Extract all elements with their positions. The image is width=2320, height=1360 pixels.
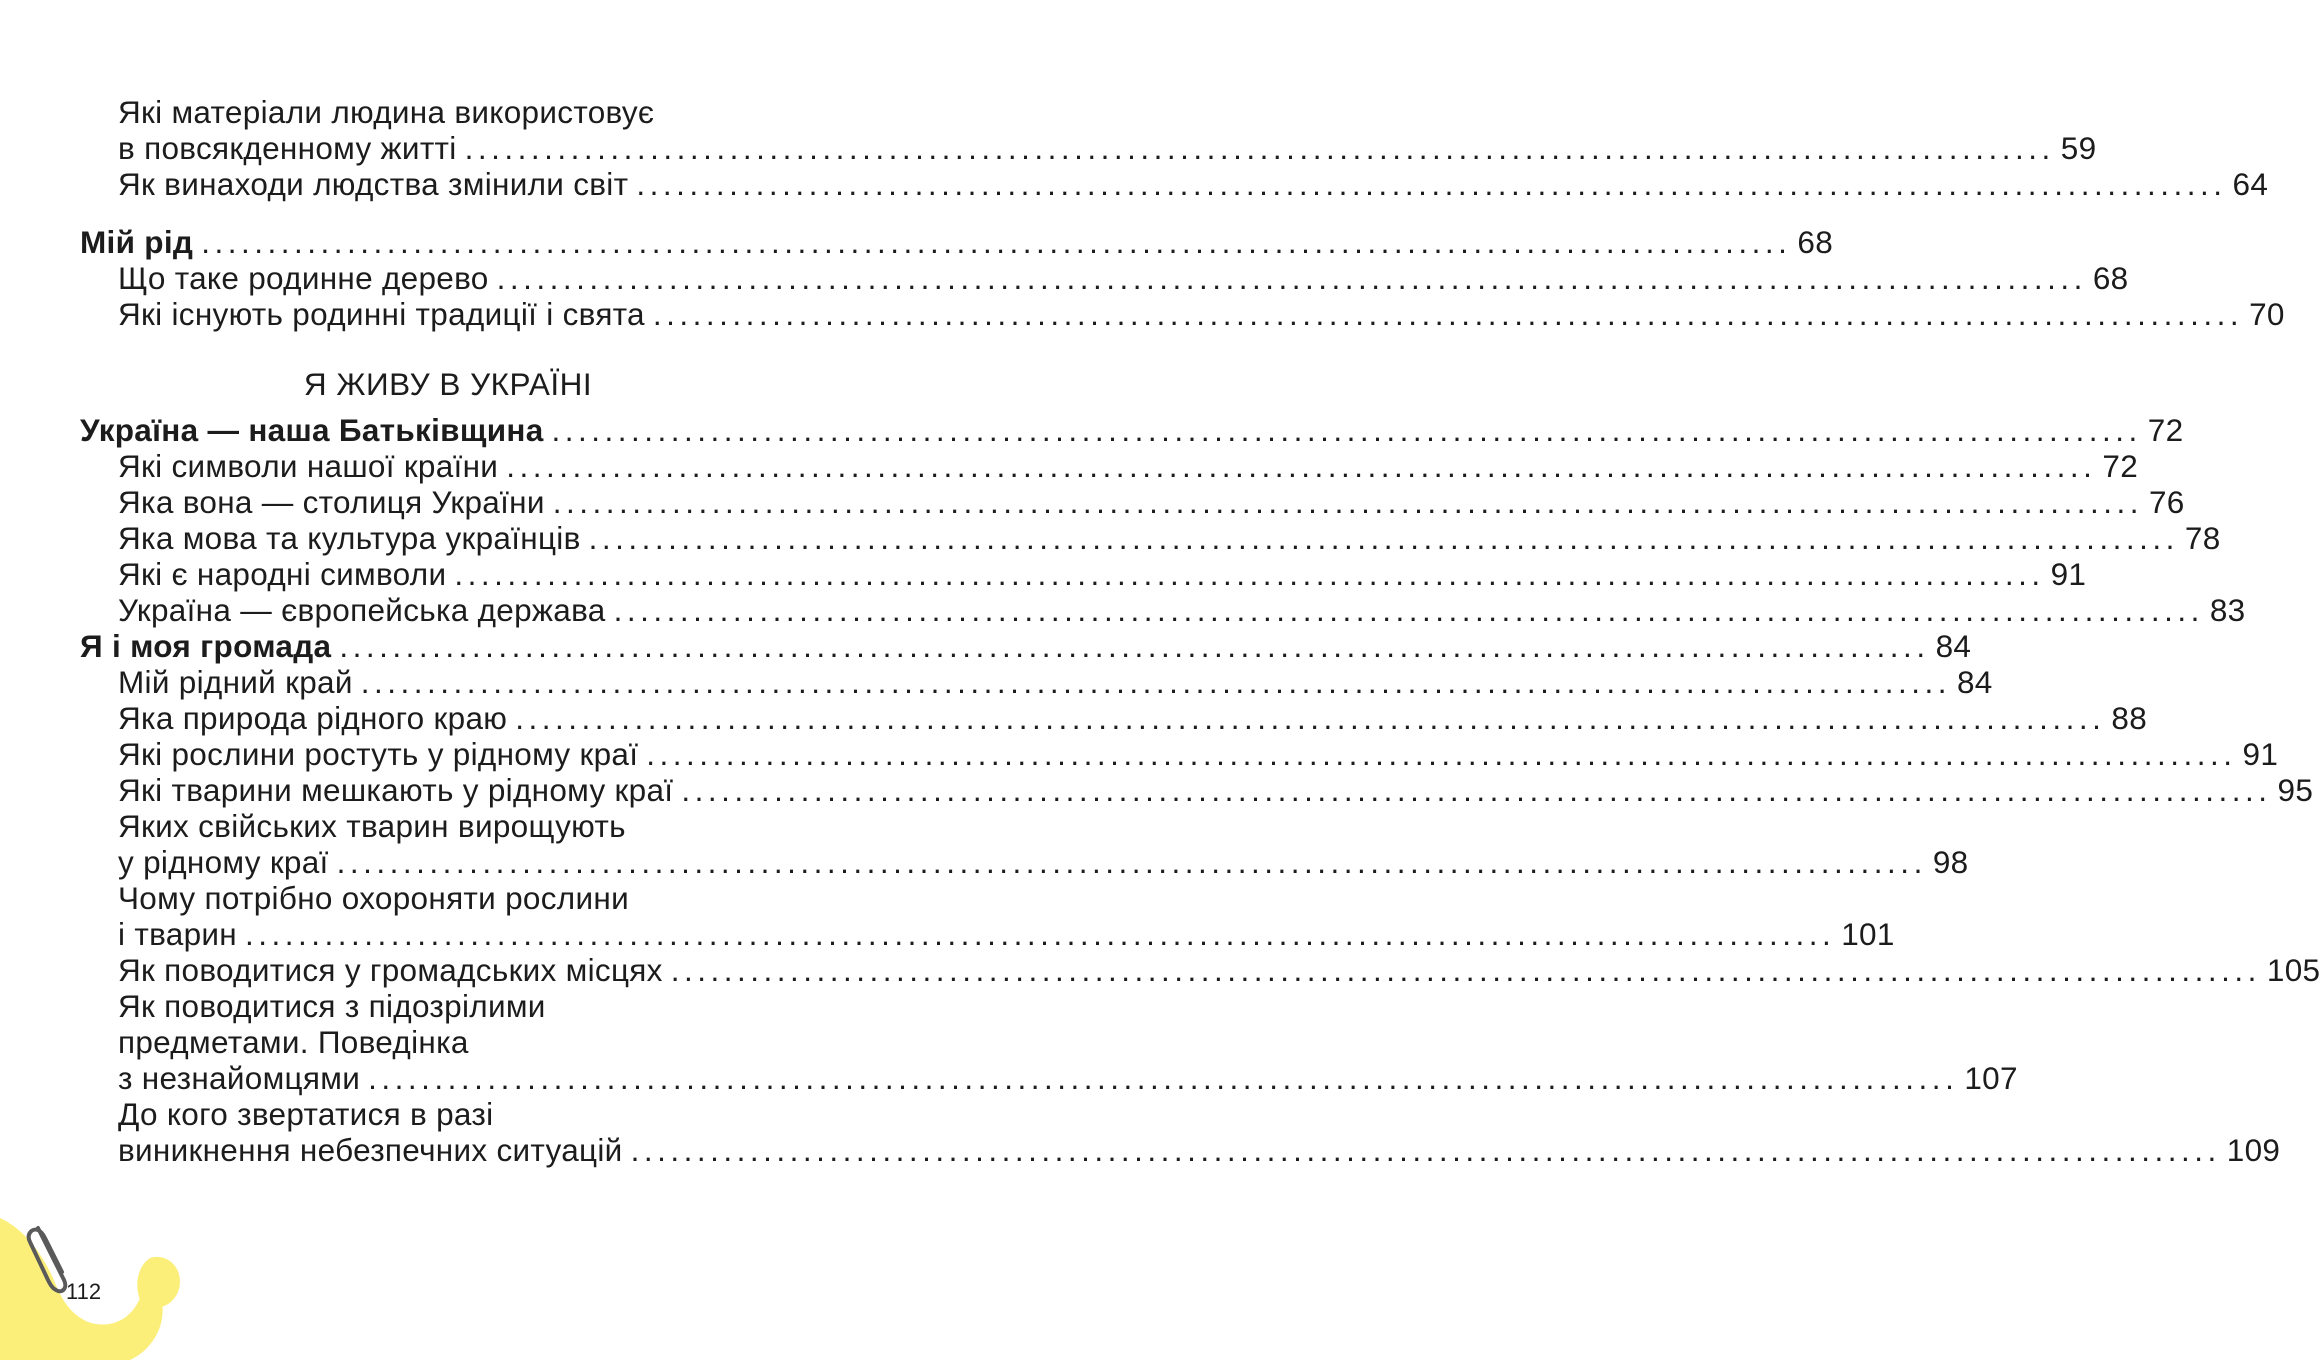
dot-leader: ........................................................................................................................ [201,224,1792,260]
toc-entry-title: Чому потрібно охороняти рослини [118,880,629,916]
toc-entry-page: 91 [2050,556,2087,592]
toc-entry-page: 84 [1935,628,1972,664]
toc-entry-title: Як поводитися у громадських місцях [118,952,663,988]
toc-entry [118,556,2087,592]
dot-leader: ........................................................................................................................ [551,412,2142,448]
toc-entry-page: 64 [2232,166,2269,202]
toc-entry-title: Які рослини ростуть у рідному краї [118,736,639,772]
toc-entry [118,166,2269,202]
toc-entry-page: 84 [1956,664,1993,700]
toc-entry-title: Які існують родинні традиції і свята [118,296,645,332]
toc-entry-title: Що таке родинне дерево [118,260,489,296]
toc-entry-title: Україна — європейська держава [118,592,606,628]
toc-entry [118,130,2097,166]
toc-entry-title: в повсякденному житті [118,130,457,166]
toc-entry-page: 101 [1841,916,1895,952]
toc-entry-page: 83 [2209,592,2246,628]
dot-leader: ........................................................................................................................ [464,130,2055,166]
dot-leader: ........................................................................................................................ [588,520,2179,556]
toc-entry-title: виникнення небезпечних ситуацій [118,1132,623,1168]
toc-entry-title: предметами. Поведінка [118,1024,469,1060]
yellow-blob-right [137,1257,180,1308]
toc-entry [80,628,1972,664]
toc-entry-title: Які тварини мешкають у рідному краї [118,772,674,808]
toc-entry-page: 107 [1964,1060,2018,1096]
toc-entry-title: Яка природа рідного краю [118,700,508,736]
toc-entry-page: 105 [2266,952,2320,988]
dot-leader: ........................................................................................................................ [506,448,2097,484]
toc-entry [118,700,2148,736]
dot-leader: ........................................................................................................................ [515,700,2106,736]
toc-entry-title: Мій рід [80,224,194,260]
toc-entry-title: Я і моя громада [80,628,332,664]
toc-entry [118,592,2246,628]
toc-entry [118,94,816,130]
toc-entry [118,520,2221,556]
toc-entry [118,1060,2018,1096]
dot-leader: ........................................................................................................................ [552,484,2143,520]
toc-entry [118,1096,816,1132]
toc-entry-page: 88 [2111,700,2148,736]
page-number: 112 [66,1279,102,1304]
toc-entry [118,736,2279,772]
toc-entry-title: Україна — наша Батьківщина [80,412,544,448]
toc-entry-page: 109 [2226,1132,2281,1168]
toc-entry [118,484,2185,520]
toc-entry-title: Мій рідний край [118,664,353,700]
toc-entry-title: Як поводитися з підозрілими [118,988,546,1024]
dot-leader: ........................................................................................................................ [245,916,1836,952]
toc-entry-page: 68 [2092,260,2129,296]
toc-entry [80,412,2184,448]
dot-leader: ........................................................................................................................ [636,166,2227,202]
toc-entry-title: з незнайомцями [118,1060,361,1096]
toc-entry [118,772,2314,808]
toc-entry-page: 59 [2060,130,2097,166]
toc-entry [118,296,2285,332]
dot-leader: ........................................................................................................................ [630,1132,2221,1168]
toc-entry-page: 95 [2277,772,2314,808]
dot-leader: ........................................................................................................................ [681,772,2272,808]
dot-leader: ........................................................................................................................ [454,556,2045,592]
toc-entry-page: 98 [1932,844,1969,880]
toc-entry-page: 72 [2147,412,2184,448]
toc-entry-title: Яка мова та культура українців [118,520,581,556]
toc-entry-page: 78 [2184,520,2221,556]
dot-leader: ........................................................................................................................ [670,952,2261,988]
toc-entry [118,1024,816,1060]
toc-entry-title: Які є народні символи [118,556,447,592]
toc-entry [118,1132,2281,1168]
toc-entry [80,224,1834,260]
yellow-corner-decoration [0,1180,200,1360]
toc-entry [118,808,816,844]
dot-leader: ........................................................................................................................ [360,664,1951,700]
section-heading: Я ЖИВУ В УКРАЇНІ [303,366,593,402]
toc-entry [118,260,2129,296]
dot-leader: ........................................................................................................................ [339,628,1930,664]
dot-leader: ........................................................................................................................ [646,736,2237,772]
toc-entry-page: 70 [2249,296,2285,332]
toc-entry-title: До кого звертатися в разі [118,1096,494,1132]
toc-entry-title: і тварин [118,916,237,952]
toc-entry-title: Які матеріали людина використовує [118,94,655,130]
toc-entry [118,988,816,1024]
toc-entry-page: 68 [1797,224,1834,260]
toc-entry-title: Як винаходи людства змінили світ [118,166,629,202]
toc-entry [118,664,1993,700]
toc-entry [118,448,2139,484]
dot-leader: ........................................................................................................................ [652,296,2244,332]
toc-entry-page: 91 [2242,736,2279,772]
dot-leader: ........................................................................................................................ [368,1060,1959,1096]
toc-entry-title: Які символи нашої країни [118,448,499,484]
dot-leader: ........................................................................................................................ [336,844,1927,880]
toc-entry [118,916,1895,952]
toc-entry [118,880,816,916]
toc-entry-page: 76 [2148,484,2185,520]
toc-entry-title: у рідному краї [118,844,329,880]
toc-entry-page: 72 [2102,448,2139,484]
dot-leader: ........................................................................................................................ [496,260,2087,296]
toc-entry-title: Яка вона — столиця України [118,484,545,520]
toc-entry [118,952,2320,988]
dot-leader: ........................................................................................................................ [613,592,2204,628]
toc-entry-title: Яких свійських тварин вирощують [118,808,626,844]
toc-entry [118,844,1969,880]
